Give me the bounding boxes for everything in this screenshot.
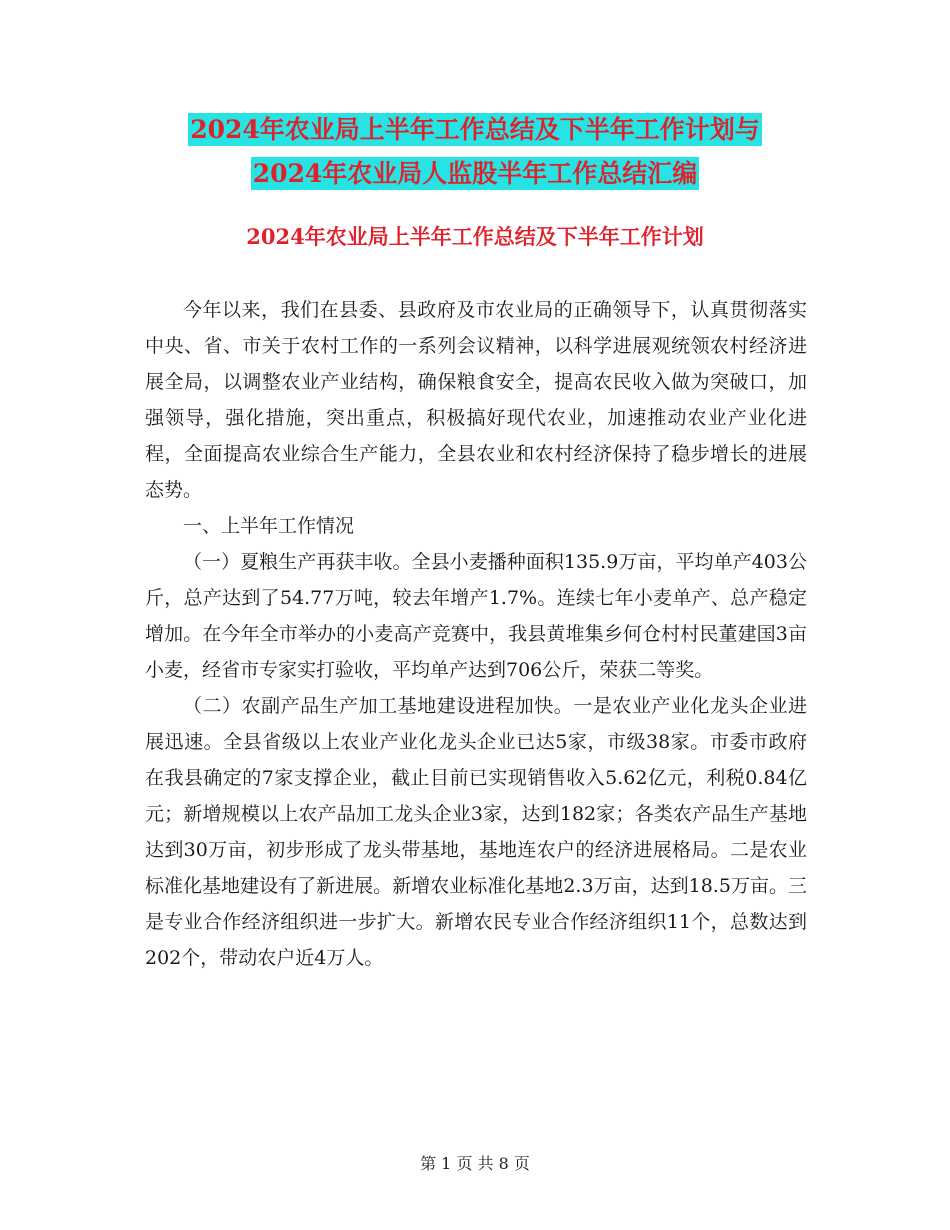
page-number-footer: 第 1 页 共 8 页 bbox=[420, 1154, 530, 1173]
paragraph: （一）夏粮生产再获丰收。全县小麦播种面积135.9万亩，平均单产403公斤，总产达到了54.77万吨，较去年增产1.7%。连续七年小麦单产、总产稳定增加。在今年全市举办的小麦高产竞赛中，我县黄堆集乡何仓村村民董建国3亩小麦，经省市专家实打验收，平均单产达到706公斤，荣获二等奖。 bbox=[145, 551, 807, 681]
paragraph: 今年以来，我们在县委、县政府及市农业局的正确领导下，认真贯彻落实中央、省、市关于农村工作的一系列会议精神，以科学进展观统领农村经济进展全局，以调整农业产业结构，确保粮食安全，提高农民收入做为突破口，加强领导，强化措施，突出重点，积极搞好现代农业，加速推动农业产业化进程，全面提高农业综合生产能力，全县农业和农村经济保持了稳步增长的进展态势。 bbox=[145, 299, 807, 501]
title-line-2-text: 2024年农业局人监股半年工作总结汇编 bbox=[252, 159, 698, 188]
paragraph: （二）农副产品生产加工基地建设进程加快。一是农业产业化龙头企业进展迅速。全县省级以上农业产业化龙头企业已达5家，市级38家。市委市政府在我县确定的7家支撑企业，截止目前已实现销售收入5.62亿元，利税0.84亿元；新增规模以上农产品加工龙头企业3家，达到182家；各类农产品生产基地达到30万亩，初步形成了龙头带基地，基地连农户的经济进展格局。二是农业标准化基地建设有了新进展。新增农业标准化基地2.3万亩，达到18.5万亩。三是专业合作经济组织进一步扩大。新增农民专业合作经济组织11个，总数达到202个，带动农户近4万人。 bbox=[145, 695, 807, 969]
document-title-line-1 bbox=[0, 112, 950, 148]
title-line-1-text: 2024年农业局上半年工作总结及下半年工作计划与 bbox=[190, 115, 760, 144]
paragraph: 一、上半年工作情况 bbox=[183, 515, 355, 537]
document-title-line-2 bbox=[0, 156, 950, 192]
section-title: 2024年农业局上半年工作总结及下半年工作计划 bbox=[246, 224, 704, 249]
document-body bbox=[145, 292, 807, 976]
